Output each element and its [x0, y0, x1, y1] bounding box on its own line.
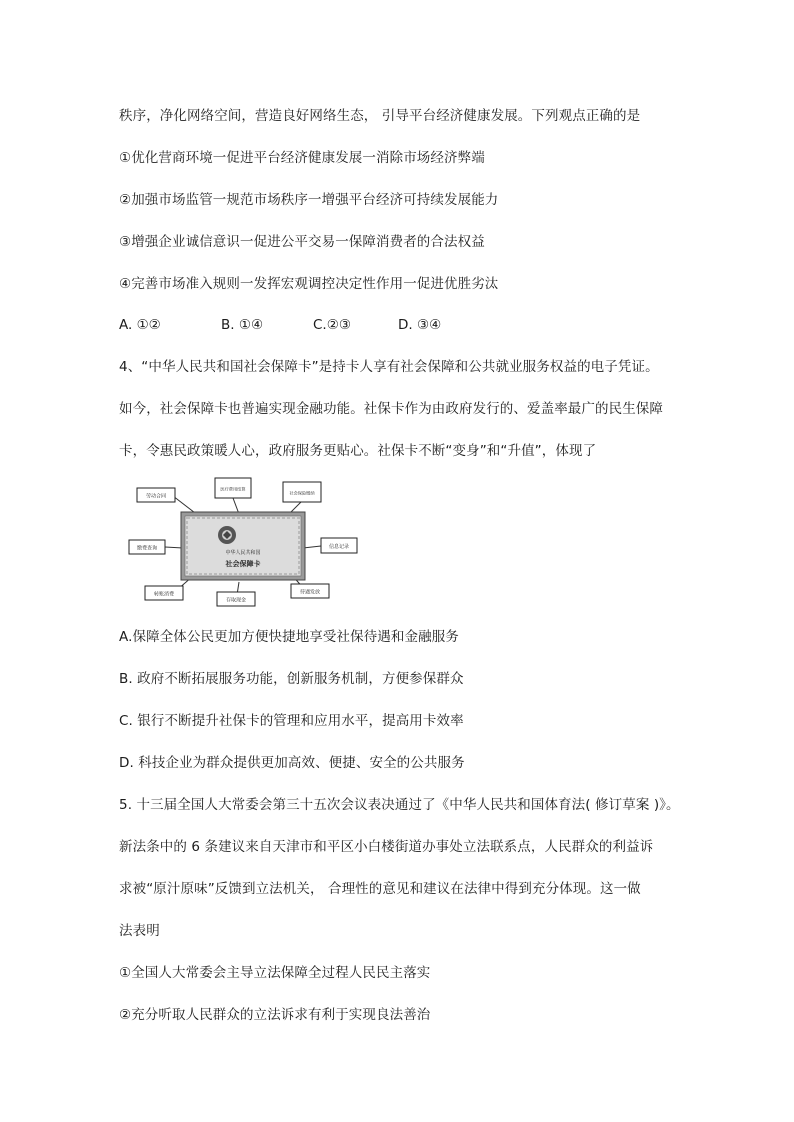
q4-line-3: 卡，令惠民政策暖人心，政府服务更贴心。社保卡不断“变身”和“升值”，体现了 [119, 443, 597, 459]
svg-text:劳动合同: 劳动合同 [145, 493, 167, 500]
svg-text:待遇发放: 待遇发放 [299, 589, 321, 596]
svg-text:存取现金: 存取现金 [225, 597, 247, 604]
q3-stem-cont: 秩序，净化网络空间，营造良好网络生态， 引导平台经济健康发展。下列观点正确的是 [119, 108, 641, 124]
svg-text:医疗费用结算: 医疗费用结算 [220, 486, 246, 492]
box-info-record [321, 538, 357, 553]
card-graphic [181, 512, 305, 580]
q3-item-3: ③增强企业诚信意识一促进公平交易一保障消费者的合法权益 [119, 234, 485, 250]
q4-option-c: C. 银行不断提升社保卡的管理和应用水平，提高用卡效率 [119, 713, 464, 729]
q3-option-d: D. ③④ [398, 317, 442, 333]
card-text-title: 社会保障卡 [225, 560, 261, 568]
q3-item-2: ②加强市场监管一规范市场秩序一增强平台经济可持续发展能力 [119, 192, 499, 208]
q3-option-c: C.②③ [313, 317, 351, 333]
social-security-card-diagram [121, 474, 385, 610]
q4-line-2: 如今，社会保障卡也普遍实现金融功能。社保卡作为由政府发行的、爱盖率最广的民生保障 [119, 401, 663, 417]
box-benefit-payment [291, 584, 329, 598]
svg-text:转账消费: 转账消费 [153, 591, 175, 598]
q4-option-a: A.保障全体公民更加方便快捷地享受社保待遇和金融服务 [119, 629, 459, 645]
q5-line-4: 法表明 [119, 923, 160, 939]
box-cash-deposit [217, 592, 255, 606]
box-labor-contract [137, 488, 175, 502]
q4-line-1: 4、“中华人民共和国社会保障卡”是持卡人享有社会保障和公共就业服务权益的电子凭证。 [119, 359, 659, 375]
box-medical-settlement [215, 478, 251, 498]
box-transfer-consumption [145, 586, 183, 600]
q4-option-b: B. 政府不断拓展服务功能，创新服务机制，方便参保群众 [119, 671, 464, 687]
q3-item-1: ①优化营商环境一促进平台经济健康发展一消除市场经济弊端 [119, 150, 485, 166]
svg-text:信息记录: 信息记录 [328, 544, 350, 550]
q5-line-2: 新法条中的 6 条建议来自天津市和平区小白楼街道办事处立法联系点，人民群众的利益诉 [119, 839, 654, 855]
q3-item-4: ④完善市场准入规则一发挥宏观调控决定性作用一促进优胜劣汰 [119, 276, 499, 292]
box-insurance-payment [283, 482, 321, 502]
svg-text:缴费查询: 缴费查询 [136, 545, 158, 552]
card-text-country: 中华人民共和国 [225, 550, 261, 556]
q3-option-b: B. ①④ [221, 317, 264, 333]
q3-option-a: A. ①② [119, 317, 161, 333]
q5-item-2: ②充分听取人民群众的立法诉求有利于实现良法善治 [119, 1007, 431, 1023]
q5-item-1: ①全国人大常委会主导立法保障全过程人民民主落实 [119, 965, 431, 981]
q5-line-3: 求被“原汁原味”反馈到立法机关， 合理性的意见和建议在法律中得到充分体现。这一做 [119, 881, 641, 897]
svg-text:社会保险缴纳: 社会保险缴纳 [289, 490, 315, 496]
q5-line-1: 5. 十三届全国人大常委会第三十五次会议表决通过了《中华人民共和国体育法( 修订草案 )》。 [119, 797, 680, 813]
q4-option-d: D. 科技企业为群众提供更加高效、便捷、安全的公共服务 [119, 755, 465, 771]
box-fee-inquiry [129, 540, 165, 554]
